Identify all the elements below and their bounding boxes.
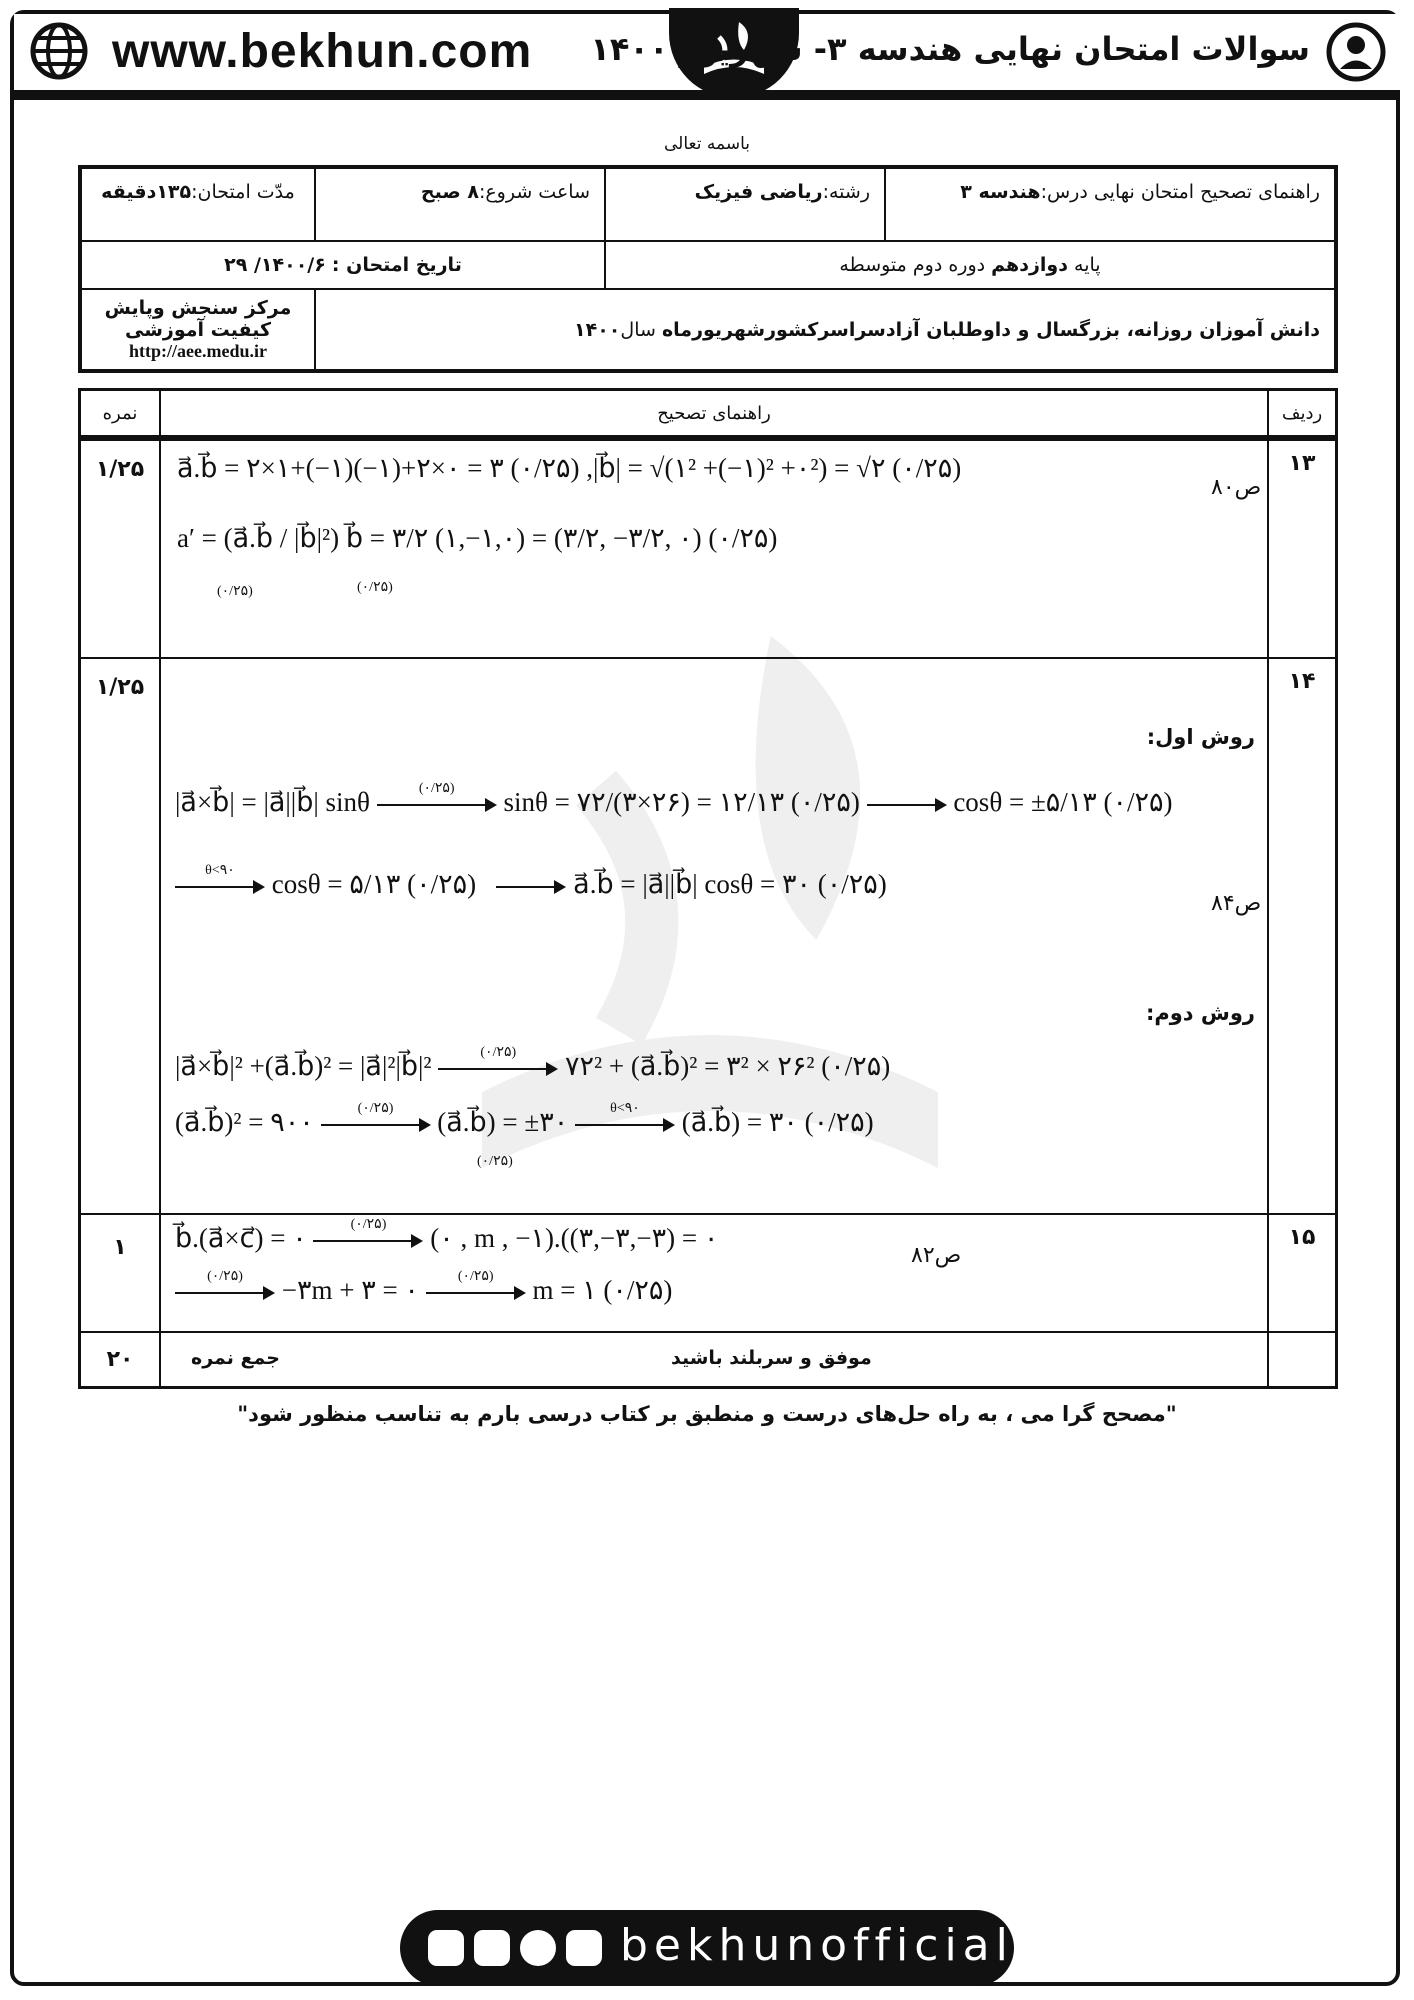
social-icons (428, 1930, 602, 1966)
arrow (321, 1101, 431, 1134)
formula-part: |a⃗×b⃗| = |a⃗||b⃗| sinθ (175, 786, 370, 817)
exam-info-table (78, 165, 1338, 373)
duration-value: ۱۳۵دقیقه (101, 181, 192, 203)
center-url[interactable]: http://aee.medu.ir (129, 341, 267, 361)
arrow-label: (۰/۲۵) (357, 1101, 394, 1117)
social-handle[interactable]: bekhunofficial (620, 1920, 1014, 1971)
formula-part: (a⃗.b⃗) = ۳۰ (۰/۲۵) (681, 1106, 874, 1137)
partial-score: (۰/۲۵) (357, 580, 393, 595)
total-row (80, 1332, 1337, 1388)
total-content (160, 1332, 1268, 1388)
field-label: رشته: (822, 181, 870, 203)
method-label: روش دوم: (1145, 1000, 1255, 1025)
grade-cell (605, 241, 1336, 289)
partial-score: (۰/۲۵) (217, 584, 253, 599)
students-cell (315, 289, 1336, 371)
field-cell (605, 167, 885, 241)
row-score: ۱ (80, 1214, 161, 1332)
guide-table-header (78, 388, 1338, 438)
table-row (80, 440, 1337, 658)
col-radif: ردیف (1268, 390, 1337, 437)
guide-table (78, 438, 1338, 1389)
date-label: تاریخ امتحان : (331, 254, 462, 276)
row-score: ۱/۲۵ (80, 658, 161, 1214)
start-value: ۸ صبح (420, 181, 479, 203)
start-label: ساعت شروع: (478, 181, 590, 203)
arrow-label: (۰/۲۵) (207, 1269, 243, 1285)
row-number: ۱۴ (1268, 658, 1337, 1214)
students-pre: دانش آموزان روزانه، بزرگسال و داوطلبان آزادسراسرکشور (765, 318, 1320, 341)
formula-part: (۰ , m , −۱).((۳,−۳,−۳) = ۰ (430, 1222, 719, 1253)
formula-part: (a⃗.b⃗)² = ۹۰۰ (175, 1106, 314, 1137)
formula-part: m = ۱ (۰/۲۵) (532, 1274, 673, 1305)
formula-part: |a⃗×b⃗|² +(a⃗.b⃗)² = |a⃗|²|b⃗|² (175, 1050, 432, 1081)
arrow-label: (۰/۲۵) (457, 1269, 494, 1285)
row-content (160, 440, 1268, 658)
top-banner (14, 14, 1400, 100)
arrow (867, 794, 947, 814)
total-label: جمع نمره (191, 1346, 280, 1369)
grade-post: دوره دوم متوسطه (839, 254, 992, 276)
arrow (175, 1269, 275, 1302)
arrow (377, 781, 497, 814)
center-name: مرکز سنجش وپایش کیفیت آموزشی (104, 297, 292, 341)
formula-part: −۳m + ۳ = ۰ (281, 1274, 419, 1305)
grade-pre: پایه (1067, 254, 1101, 276)
formula-part: (a⃗.b⃗) = ±۳۰ (437, 1106, 569, 1137)
partial-score: (۰/۲۵) (477, 1153, 513, 1169)
col-guide: راهنمای تصحیح (160, 390, 1268, 437)
field-value: ریاضی فیزیک (694, 181, 823, 203)
formula-part: b⃗.(a⃗×c⃗) = ۰ (175, 1222, 307, 1253)
course-value: هندسه ۳ (960, 181, 1041, 203)
formula-line (175, 781, 1173, 818)
arrow-label: (۰/۲۵) (418, 781, 455, 797)
formula-part: a⃗.b⃗ = |a⃗||b⃗| cosθ = ۳۰ (۰/۲۵) (573, 868, 887, 899)
user-icon[interactable] (1326, 22, 1386, 82)
total-score: ۲۰ (80, 1332, 161, 1388)
arrow-label: (۰/۲۵) (350, 1217, 387, 1233)
row-number: ۱۵ (1268, 1214, 1337, 1332)
youtube-icon[interactable] (474, 1930, 510, 1966)
arrow (313, 1217, 423, 1250)
formula-part: ۷۲² + (a⃗.b⃗)² = ۳² × ۲۶² (۰/۲۵) (565, 1050, 891, 1081)
wish-text: موفق و سربلند باشید (671, 1346, 872, 1369)
table-row (80, 658, 1337, 1214)
start-cell (315, 167, 605, 241)
formula-part: cosθ = ±۵/۱۳ (۰/۲۵) (953, 786, 1173, 817)
course-label: راهنمای تصحیح امتحان نهایی درس: (1040, 181, 1320, 203)
formula-line (175, 1101, 874, 1138)
page-ref: ص۸۴ (1211, 890, 1262, 916)
globe-icon (30, 22, 88, 80)
col-score: نمره (80, 390, 161, 437)
formula-line: a⃗.b⃗ = ۲×۱+(−۱)(−۱)+۲×۰ = ۳ (۰/۲۵) ,|b⃗| = √(۱² +(−۱)² +۰²) = √۲ (۰/۲۵) (177, 453, 962, 483)
row-content (160, 658, 1268, 1214)
page-ref: ص۸۰ (1211, 475, 1262, 500)
formula-line: a′ = (a⃗.b⃗ / |b⃗|²) b⃗ = ۳/۲ (۱,−۱,۰) = (۳/۲, −۳/۲, ۰) (۰/۲۵) (177, 523, 778, 553)
arrow (175, 863, 265, 896)
arrow (575, 1101, 675, 1134)
students-month: شهریورماه (661, 318, 766, 341)
arrow-label: θ<۹۰ (205, 863, 235, 879)
arrow (496, 876, 566, 896)
grader-note: "مصحح گرا می ، به راه حل‌های درست و منطبق بر کتاب درسی بارم به تناسب منظور شود" (237, 1402, 1177, 1426)
center-cell (80, 289, 315, 371)
header-title: سوالات امتحان نهایی هندسه ۳- شهریور ۱۴۰۰ (590, 30, 1310, 68)
row-score: ۱/۲۵ (80, 440, 161, 658)
formula-line (175, 863, 887, 900)
formula-line (175, 1269, 673, 1306)
telegram-icon[interactable] (520, 1930, 556, 1966)
site-url[interactable]: www.bekhun.com (112, 25, 533, 78)
row-content (160, 1214, 1268, 1332)
method-label: روش اول: (1146, 724, 1255, 749)
formula-line (175, 1217, 719, 1254)
basmala: باسمه تعالی (664, 134, 750, 154)
grade-bold: دوازدهم (991, 254, 1068, 276)
formula-line (175, 1045, 891, 1082)
empty-cell (1268, 1332, 1337, 1388)
arrow-label: (۰/۲۵) (480, 1045, 517, 1061)
formula-part: cosθ = ۵/۱۳ (۰/۲۵) (271, 868, 477, 899)
arrow (438, 1045, 558, 1078)
duration-label: مدّت امتحان: (191, 181, 295, 203)
page-ref: ص۸۲ (911, 1242, 962, 1268)
arrow-label: θ<۹۰ (610, 1101, 640, 1117)
course-cell (885, 167, 1336, 241)
row-number: ۱۳ (1268, 440, 1337, 658)
date-value: ۱۴۰۰/۶/ ۲۹ (224, 254, 326, 276)
arrow (426, 1269, 526, 1302)
social-bar (400, 1910, 1014, 1986)
table-row (80, 1214, 1337, 1332)
students-year: ۱۴۰۰ (574, 318, 621, 341)
instagram-icon[interactable] (566, 1930, 602, 1966)
date-cell (80, 241, 605, 289)
duration-cell (80, 167, 315, 241)
aparat-icon[interactable] (428, 1930, 464, 1966)
formula-part: sinθ = ۷۲/(۳×۲۶) = ۱۲/۱۳ (۰/۲۵) (503, 786, 860, 817)
students-mid: سال (620, 318, 662, 341)
